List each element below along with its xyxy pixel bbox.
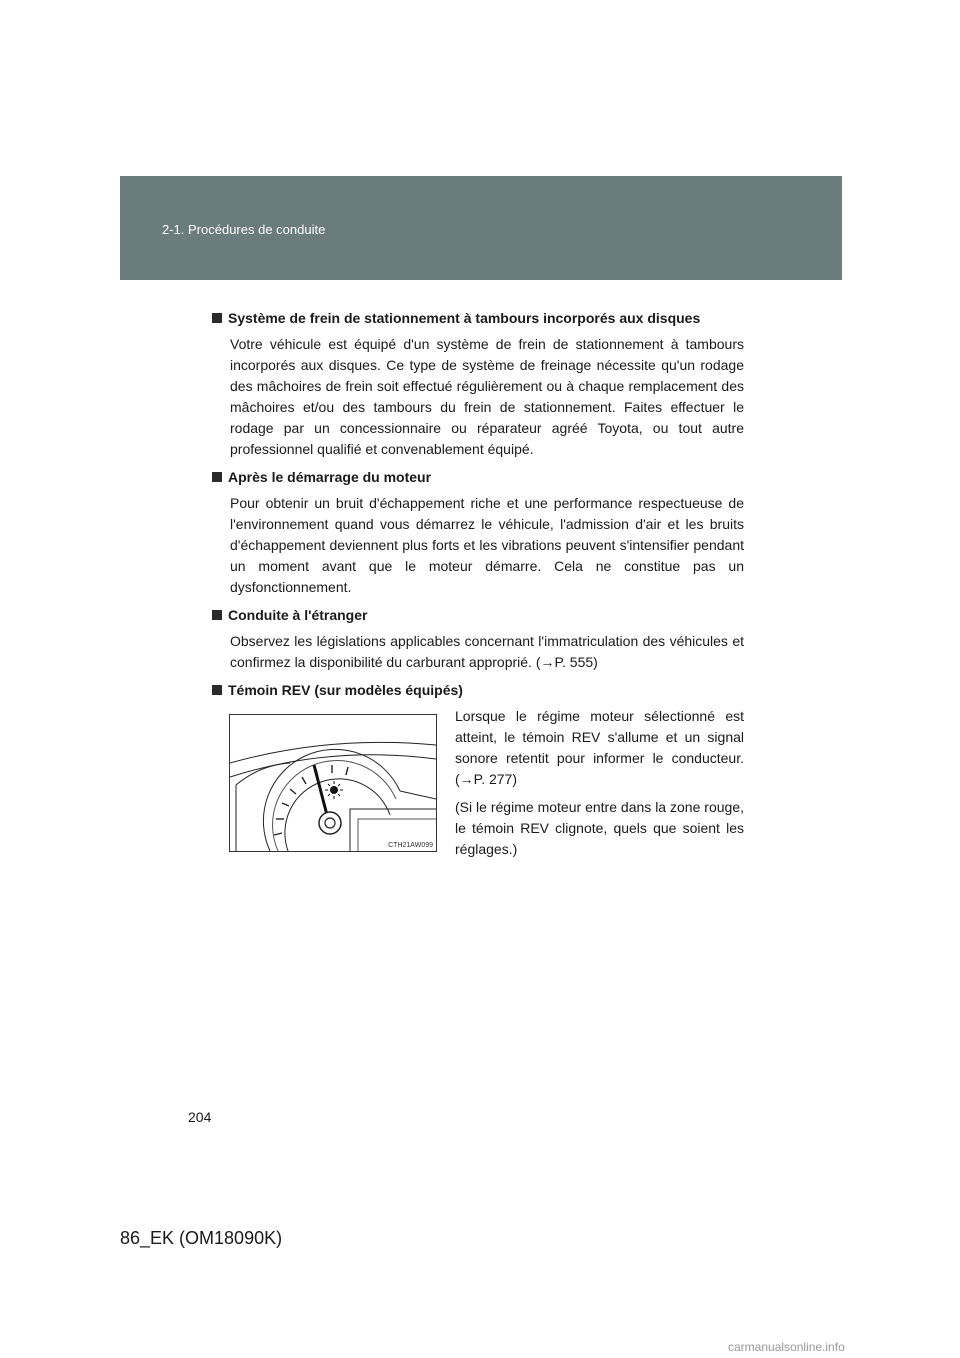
bullet-square-icon bbox=[212, 610, 222, 620]
page-content bbox=[212, 308, 744, 867]
section-body: Votre véhicule est équipé d'un système de frein de stationnement à tambours incorporés aux disques. Ce type de système de freinage nécessite qu'un rodage des mâchoires de frein soit effectué régulièrement ou à chaque remplacement des mâchoires et/ou des tambours du frein de stationnement. Faites effectuer le rodage par un concessionnaire ou réparateur agréé Toyota, ou tout autre professionnel qualifié et convenablement équipé. bbox=[230, 336, 744, 457]
section-rev-indicator bbox=[212, 680, 744, 867]
document-code: 86_EK (OM18090K) bbox=[120, 1228, 283, 1248]
section-parking-brake bbox=[212, 308, 744, 460]
rev-row bbox=[212, 708, 744, 867]
section-heading-text: Témoin REV (sur modèles équipés) bbox=[228, 682, 463, 698]
section-heading-text: Conduite à l'étranger bbox=[228, 607, 368, 623]
tachometer-drawing bbox=[230, 715, 436, 851]
bullet-square-icon bbox=[212, 313, 222, 323]
figure-code: CTH21AW099 bbox=[388, 842, 433, 849]
watermark: carmanualsonline.info bbox=[728, 1340, 845, 1354]
section-body: Observez les législations applicables concernant l'immatriculation des véhicules et confirmez la disponibilité du carburant approprié. (→P. 555) bbox=[230, 633, 744, 670]
page-number: 204 bbox=[188, 1109, 212, 1125]
bullet-square-icon bbox=[212, 472, 222, 482]
rev-indicator-icon bbox=[325, 781, 343, 799]
rev-paragraph: Lorsque le régime moteur sélectionné est atteint, le témoin REV s'allume et un signal sonore retentit pour informer le conducteur. (→P. 277) bbox=[455, 708, 744, 787]
section-heading bbox=[212, 467, 744, 487]
bullet-square-icon bbox=[212, 685, 222, 695]
tachometer-illustration bbox=[229, 714, 437, 852]
section-heading bbox=[212, 680, 744, 700]
section-heading bbox=[212, 605, 744, 625]
section-heading bbox=[212, 308, 744, 328]
section-heading-text: Après le démarrage du moteur bbox=[228, 469, 432, 485]
rev-description bbox=[455, 706, 744, 867]
section-heading-text: Système de frein de stationnement à tambours incorporés aux disques bbox=[228, 310, 701, 326]
section-abroad bbox=[212, 605, 744, 673]
section-title: 2-1. Procédures de conduite bbox=[162, 222, 326, 237]
section-after-start bbox=[212, 467, 744, 598]
rev-paragraph: (Si le régime moteur entre dans la zone rouge, le témoin REV clignote, quels que soient les réglages.) bbox=[455, 799, 744, 857]
section-header-bar bbox=[120, 176, 842, 280]
section-body: Pour obtenir un bruit d'échappement riche et une performance respectueuse de l'environnement quand vous démarrez le véhicule, l'admission d'air et les bruits d'échappement deviennent plus forts et les vibrations peuvent s'intensifier pendant un moment avant que le moteur démarre. Cela ne constitue pas un dysfonctionnement. bbox=[230, 495, 744, 595]
